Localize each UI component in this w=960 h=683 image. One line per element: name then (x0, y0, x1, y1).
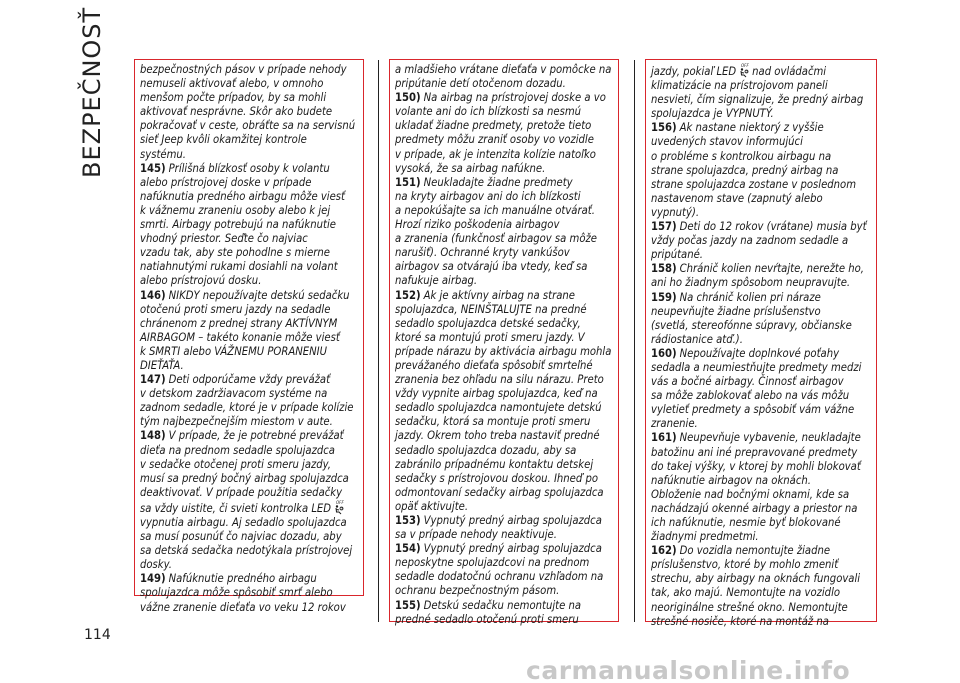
warning-number: 161) (651, 431, 677, 445)
warning-number: 162) (651, 544, 677, 558)
warning-158 (651, 262, 872, 290)
warning-146 (140, 289, 359, 374)
warning-148 (140, 429, 359, 572)
warning-number: 156) (651, 121, 677, 135)
warning-text: Do vozidla nemontujte žiadne príslušenstvo, ktoré by mohlo zmeniť strechu, aby airbagy na oknách fungovali tak, ako majú. Nemontujte na vozidlo neoriginálne strešné okno. Nemontujte strešné nosiče, ktoré na montáž na (651, 544, 861, 628)
warning-text: jazdy, pokiaľ LED (651, 65, 737, 78)
warning-153 (395, 514, 614, 542)
warning-text: vypnutia airbagu. Aj sedadlo spolujazdca sa musí posunúť čo najviac dozadu, aby sa detská sedačka nedotýkala prístrojovej dosky. (140, 516, 353, 572)
warning-number: 148) (140, 429, 166, 443)
warning-text: Chránič kolien nevŕtajte, nerežte ho, ani ho žiadnym spôsobom neupravujte. (651, 262, 864, 290)
warning-number: 147) (140, 373, 166, 387)
warning-151 (395, 176, 614, 289)
warning-text: Na airbag na prístrojovej doske a vo volante ani do ich blízkosti sa nesmú ukladať žiadne predmety, pretože tieto predmety môžu zraniť osoby vo vozidle v prípade, ak je intenzita kolízie natoľko vysoká, že sa airbag nafúkne. (395, 91, 606, 175)
warning-161 (651, 431, 872, 544)
column-divider-right (634, 60, 635, 622)
warning-text: nad ovládačmi klimatizácie na prístrojovom paneli nesvieti, čím signalizuje, že predný airbag spolujazdca je VYPNUTÝ. (651, 65, 864, 121)
warning-160 (651, 347, 872, 432)
warning-number: 159) (651, 290, 677, 304)
warning-number: 158) (651, 262, 677, 276)
warning-text: Vypnutý predný airbag spolujazdca sa v prípade nehody neaktivuje. (395, 514, 602, 542)
warning-text: Neupevňuje vybavenie, neukladajte batožinu ani iné prepravované predmety do takej výšky, v ktorej by mohli blokovať nafúknutie airbagov na oknách. Obloženie nad bočnými oknami, kde sa nachádzajú okenné airbagy a priestor na ich nafúknutie, nesmie byť blokované žiadnymi predmetmi. (651, 431, 861, 544)
warning-number: 160) (651, 346, 677, 360)
warning-number: 146) (140, 288, 166, 302)
svg-text:OFF: OFF (336, 499, 344, 505)
warning-box-column-1 (134, 59, 364, 614)
warning-number: 157) (651, 220, 677, 234)
warning-157 (651, 220, 872, 262)
warning-number: 155) (395, 598, 421, 612)
warning-152 (395, 289, 614, 515)
svg-text:OFF: OFF (741, 63, 749, 68)
warning-154 (395, 542, 614, 598)
warning-149 (140, 572, 359, 614)
column-divider-left (378, 60, 379, 622)
warning-155 (395, 599, 614, 627)
warning-text: Neukladajte žiadne predmety na kryty airbagov ani do ich blízkosti a nepokúšajte sa ich manuálne otvárať. Hrozí riziko poškodenia airbagov a zranenia (funkčnosť airbagov sa môže narušiť). Ochranné kryty vankúšov airbagov sa otvárajú iba vtedy, keď sa nafukuje airbag. (395, 175, 597, 288)
warning-text: Na chránič kolien pri náraze neupevňujte žiadne príslušenstvo (svetlá, stereofónne súpravy, občianske rádiostanice atď.). (651, 290, 852, 346)
warning-number: 151) (395, 175, 421, 189)
warning-text: Ak je aktívny airbag na strane spolujazdca, NEINŠTALUJTE na predné sedadlo spolujazdca detské sedačky, ktoré sa montujú proti smeru jazdy. V prípade nárazu by aktivácia airbagu mohla prevážaného dieťaťa spôsobiť smrteľné zranenia bez ohľadu na silu nárazu. Preto vždy vypnite airbag spolujazdca, keď na sedadlo spolujazdca namontujete detskú sedačku, ktorá sa montuje proti smeru jazdy. Okrem toho treba nastaviť predné sedadlo spolujazdca dozadu, aby sa zabránilo prípadnému kontaktu detskej sedačky s prístrojovou doskou. Ihneď po odmontovaní sedačky airbag spolujazdca opäť aktivujte. (395, 288, 612, 513)
warning-number: 150) (395, 91, 421, 105)
section-title: BEZPEČNOSŤ (78, 6, 106, 178)
warning-number: 152) (395, 288, 421, 302)
warning-text: bezpečnostných pásov v prípade nehody nemuseli aktivovať alebo, v omnoho menšom počte prípadov, by sa mohli aktivovať nesprávne. Skôr ako budete pokračovať v ceste, obráťte sa na servisnú sieť Jeep kvôli okamžitej kontrole systému. (140, 63, 356, 161)
warning-156 (651, 121, 872, 220)
page-number: 114 (84, 627, 111, 643)
warning-text (651, 63, 872, 121)
warning-text: Prílišná blízkosť osoby k volantu alebo prístrojovej doske v prípade nafúknutia predného airbagu môže viesť k vážnemu zraneniu osoby alebo k jej smrti. Airbagy potrebujú na nafúknutie vhodný priestor. Seďte čo najviac vzadu tak, aby ste pohodlne s mierne natiahnutými rukami dosiahli na volant alebo prístrojovú dosku. (140, 161, 345, 288)
warning-box-column-3 (645, 59, 877, 628)
warning-text: Nepoužívajte doplnkové poťahy sedadla a neumiestňujte predmety medzi vás a bočné airbagy. Činnosť airbagov sa môže zablokovať alebo na vás môžu vyletieť predmety a spôsobiť vám vážne zranenie. (651, 346, 862, 431)
warning-box-column-2 (389, 59, 619, 626)
warning-text: a mladšieho vrátane dieťaťa v pomôcke na pripútanie detí otočenom dozadu. (395, 63, 612, 91)
watermark: carmanualsonline.info (526, 660, 851, 682)
warning-text: NIKDY nepoužívajte detskú sedačku otočenú proti smeru jazdy na sedadle chránenom z prednej strany AKTÍVNYM AIRBAGOM – takéto konanie môže viesť k SMRTI alebo VÁŽNEMU PORANENIU DIEŤAŤA. (140, 288, 350, 372)
warning-text: Ak nastane niektorý z vyššie uvedených stavov informujúci o probléme s kontrolkou airbagu na strane spolujazdca, predný airbag na strane spolujazdca zostane v poslednom nastavenom stave (zapnutý alebo vypnutý). (651, 121, 856, 219)
warning-text: V prípade, že je potrebné prevážať dieťa na prednom sedadle spolujazdca v sedačke otočenej proti smeru jazdy, musí sa predný bočný airbag spolujazdca deaktivovať. V prípade použitia sedačky sa vždy uistite, či svieti kontrolka LED (140, 429, 349, 515)
warning-147 (140, 373, 359, 429)
warning-150 (395, 91, 614, 176)
warning-number: 145) (140, 161, 166, 175)
airbag-off-icon (333, 500, 345, 515)
warning-text: Detskú sedačku nemontujte na predné sedadlo otočenú proti smeru (395, 598, 582, 626)
warning-text: Deti do 12 rokov (vrátane) musia byť vždy počas jazdy na zadnom sedadle a pripútané. (651, 220, 867, 262)
warning-text: Vypnutý predný airbag spolujazdca neposkytne spolujazdcovi na prednom sedadle dodatočnú ochranu vzhľadom na ochranu bezpečnostným pásom. (395, 542, 604, 598)
warning-number: 153) (395, 514, 421, 527)
warning-159 (651, 291, 872, 347)
svg-text:2: 2 (340, 506, 343, 511)
warning-145 (140, 162, 359, 289)
warning-number: 149) (140, 572, 166, 586)
airbag-off-icon (738, 63, 750, 78)
svg-text:2: 2 (745, 70, 748, 74)
warning-number: 154) (395, 542, 421, 556)
warning-162 (651, 544, 872, 629)
warning-text: Deti odporúčame vždy prevážať v detskom zadržiavacom systéme na zadnom sedadle, ktoré je v prípade kolízie tým najbezpečnejším miestom v aute. (140, 373, 354, 429)
warning-text: Nafúknutie predného airbagu spolujazdca môže spôsobiť smrť alebo vážne zranenie dieťaťa vo veku 12 rokov (140, 572, 346, 614)
